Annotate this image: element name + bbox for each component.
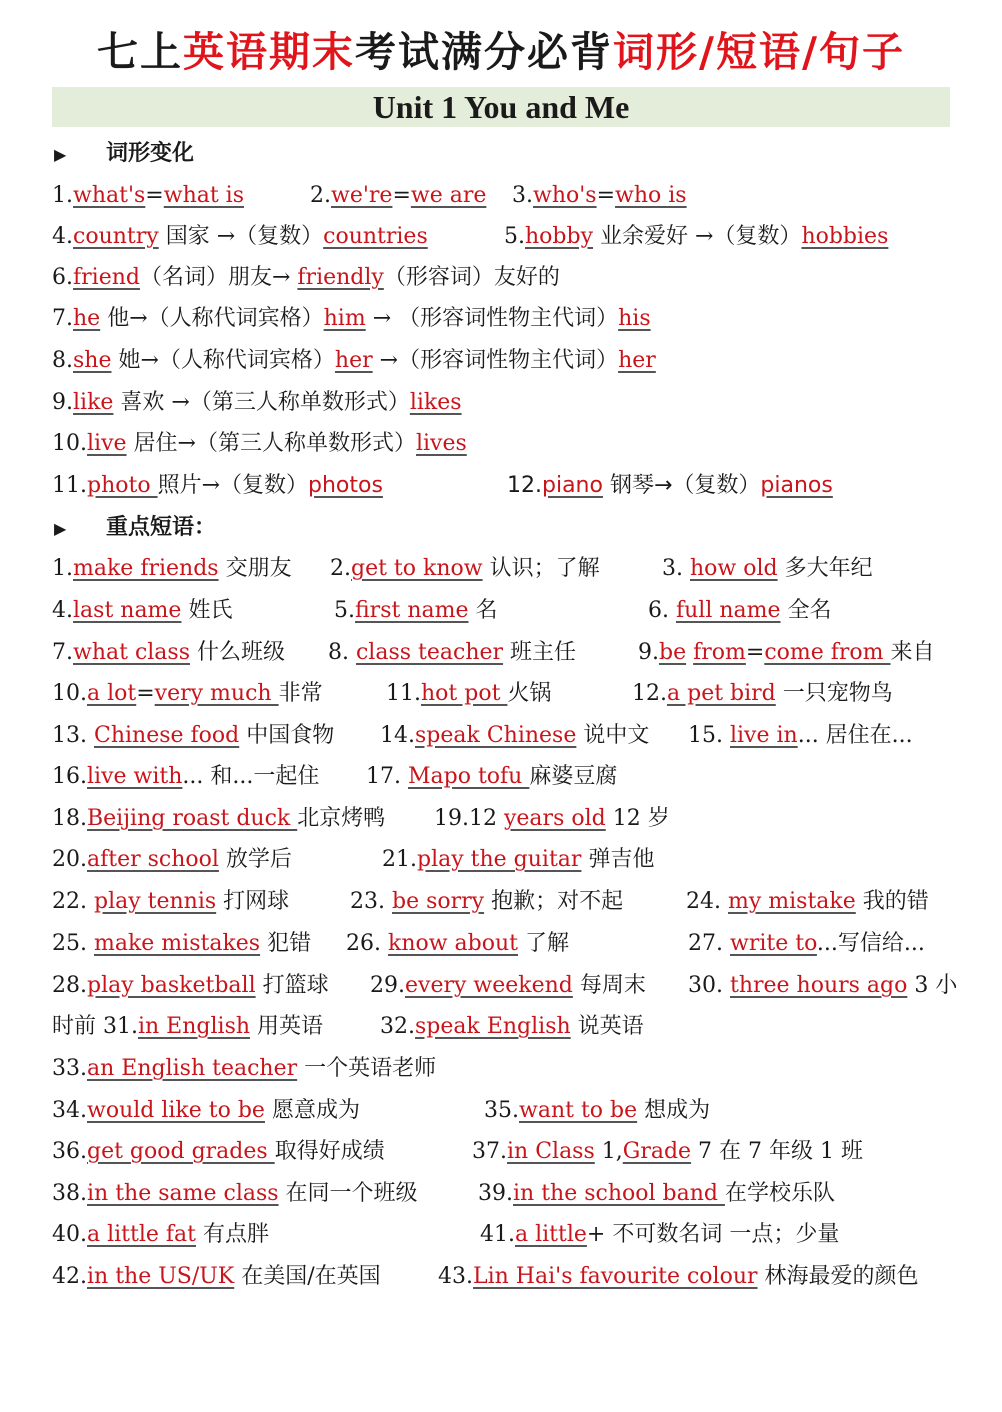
text-fragment: 弹吉他 — [581, 847, 655, 872]
text-fragment: 43. — [438, 1264, 473, 1289]
answer-text: years old — [503, 806, 606, 831]
text-fragment: 时前 31. — [52, 1014, 138, 1039]
entry — [52, 220, 428, 254]
text-fragment: 10. — [52, 681, 87, 706]
text-fragment: 打篮球 — [255, 973, 329, 998]
answer-text: Lin Hai's favourite colour — [473, 1264, 758, 1289]
text-fragment: 说英语 — [570, 1014, 644, 1039]
text-fragment: 37. — [472, 1139, 507, 1164]
entry — [688, 719, 913, 753]
answer-text: play the guitar — [417, 847, 582, 872]
text-fragment: 4. — [52, 598, 73, 623]
text-fragment: 想成为 — [637, 1098, 711, 1123]
answer-text: speak English — [415, 1014, 571, 1039]
answer-text: get to know — [351, 556, 483, 581]
answer-text: her — [618, 348, 656, 373]
entry — [478, 1177, 835, 1211]
text-fragment: 交朋友 — [218, 556, 292, 581]
text-fragment: ...写信给... — [816, 931, 925, 956]
entry — [380, 719, 649, 753]
text-fragment: 6. — [648, 598, 676, 623]
answer-text: my mistake — [727, 889, 856, 914]
entry — [370, 969, 646, 1003]
section-word-forms — [54, 139, 194, 169]
entry — [386, 677, 551, 711]
entry — [638, 636, 935, 670]
entry — [52, 760, 319, 794]
text-fragment: 24. — [686, 889, 728, 914]
text-fragment: 我的错 — [855, 889, 929, 914]
text-fragment: 17. — [366, 764, 408, 789]
answer-text: live in — [729, 723, 798, 748]
answer-text: get good grades — [87, 1139, 275, 1164]
answer-text: would like to be — [87, 1098, 265, 1123]
text-fragment: ... 和...一起住 — [182, 764, 320, 789]
entry — [52, 1010, 323, 1044]
answer-text: friendly — [297, 265, 384, 290]
text-fragment: 20. — [52, 847, 87, 872]
answer-text: countries — [323, 224, 428, 249]
section-label: 词形变化 — [106, 141, 195, 166]
text-fragment: 8. — [52, 348, 73, 373]
entry — [512, 179, 687, 213]
entry — [688, 927, 925, 961]
text-fragment: 36. — [52, 1139, 87, 1164]
entry — [484, 1094, 710, 1128]
title-part-3: 考试满分必背 — [355, 28, 614, 76]
text-fragment: 在同一个班级 — [278, 1181, 418, 1206]
text-fragment: 18. — [52, 806, 87, 831]
text-fragment: 有点胖 — [196, 1222, 270, 1247]
text-fragment: 26. — [346, 931, 388, 956]
text-fragment: 2. — [310, 183, 331, 208]
answer-text: first name — [355, 598, 469, 623]
entry — [310, 179, 486, 213]
entry — [52, 969, 329, 1003]
text-fragment: 1. — [52, 556, 73, 581]
answer-text: class teacher — [355, 640, 504, 665]
text-fragment: 她→（人称代词宾格） — [111, 348, 335, 373]
entry — [52, 427, 467, 461]
answer-text: in the same class — [87, 1181, 279, 1206]
answer-text: play basketball — [87, 973, 256, 998]
entry — [52, 802, 385, 836]
text-fragment: 12. — [632, 681, 667, 706]
text-fragment: 说中文 — [576, 723, 650, 748]
answer-text: be sorry — [391, 889, 485, 914]
triangle-bullet-icon: ▶ — [54, 145, 67, 164]
text-fragment: 25. — [52, 931, 94, 956]
answer-text: a pet bird — [667, 681, 776, 706]
text-fragment: 3. — [662, 556, 690, 581]
text-fragment: 北京烤鸭 — [297, 806, 386, 831]
text-fragment: 19.12 — [434, 806, 504, 831]
answer-text: come from — [764, 640, 891, 665]
text-fragment: 愿意成为 — [264, 1098, 360, 1123]
answer-text: know about — [387, 931, 519, 956]
answer-text: every weekend — [405, 973, 573, 998]
answer-text: Grade — [622, 1139, 692, 1164]
text-fragment: → （形容词性物主代词） — [365, 306, 619, 331]
entry — [52, 927, 311, 961]
text-fragment: 什么班级 — [190, 640, 286, 665]
text-fragment: 6. — [52, 265, 73, 290]
text-fragment: 4. — [52, 224, 73, 249]
text-fragment: 放学后 — [218, 847, 292, 872]
entry — [346, 927, 569, 961]
text-fragment: 12 岁 — [605, 806, 670, 831]
entry — [688, 969, 957, 1003]
text-fragment: 41. — [480, 1222, 515, 1247]
text-fragment: 林海最爱的颜色 — [757, 1264, 919, 1289]
text-fragment: 来自 — [890, 640, 935, 665]
answer-text: her — [334, 348, 373, 373]
entry — [648, 594, 832, 628]
text-fragment: 39. — [478, 1181, 513, 1206]
answer-text: last name — [73, 598, 182, 623]
text-fragment: ... 居住在... — [797, 723, 913, 748]
text-fragment: 21. — [382, 847, 417, 872]
text-fragment: 了解 — [518, 931, 570, 956]
answer-text: play tennis — [93, 889, 217, 914]
answer-text: what's — [73, 183, 146, 208]
text-fragment: 7. — [52, 640, 73, 665]
text-fragment: 5. — [334, 598, 355, 623]
section-phrases — [54, 513, 216, 543]
entry — [52, 469, 383, 503]
entry — [434, 802, 670, 836]
answer-text: write to — [729, 931, 817, 956]
entry — [52, 677, 323, 711]
answer-text: in the school band — [513, 1181, 725, 1206]
answer-text: three hours ago — [729, 973, 908, 998]
answer-text: his — [618, 306, 651, 331]
answer-text: what is — [163, 183, 245, 208]
entry — [438, 1260, 919, 1294]
text-fragment: 犯错 — [260, 931, 312, 956]
entry — [52, 885, 289, 919]
answer-text: piano — [542, 473, 603, 498]
entry — [380, 1010, 644, 1044]
text-fragment: 7 在 7 年级 1 班 — [691, 1139, 864, 1164]
answer-text: speak Chinese — [415, 723, 577, 748]
text-fragment: 22. — [52, 889, 94, 914]
text-fragment: 非常 — [278, 681, 323, 706]
answer-text: what class — [73, 640, 191, 665]
answer-text: hobby — [525, 224, 594, 249]
text-fragment: 30. — [688, 973, 730, 998]
text-fragment: 42. — [52, 1264, 87, 1289]
answer-text: likes — [409, 390, 462, 415]
text-fragment: 在学校乐队 — [724, 1181, 835, 1206]
text-fragment: 8. — [328, 640, 356, 665]
text-fragment: = — [596, 183, 616, 208]
text-fragment: 23. — [350, 889, 392, 914]
entry — [52, 261, 560, 295]
text-fragment: = — [392, 183, 411, 208]
text-fragment: 照片→（复数） — [157, 473, 309, 498]
text-fragment: 钢琴→（复数） — [602, 473, 761, 498]
text-fragment: 姓氏 — [181, 598, 233, 623]
entry — [52, 386, 462, 420]
answer-text: Mapo tofu — [407, 764, 530, 789]
text-fragment: + 不可数名词 一点；少量 — [586, 1222, 840, 1247]
text-fragment: 居住→（第三人称单数形式） — [126, 431, 416, 456]
triangle-bullet-icon: ▶ — [54, 519, 67, 538]
text-fragment: 2. — [330, 556, 351, 581]
entry — [52, 1260, 381, 1294]
entry — [328, 636, 576, 670]
answer-text: live with — [87, 764, 183, 789]
text-fragment: 1, — [594, 1139, 623, 1164]
answer-text: an English teacher — [87, 1056, 298, 1081]
answer-text: a little fat — [87, 1222, 197, 1247]
answer-text: a little — [515, 1222, 587, 1247]
answer-text: photos — [308, 473, 383, 498]
entry — [334, 594, 497, 628]
text-fragment: = — [145, 183, 164, 208]
unit-heading: Unit 1 You and Me — [52, 87, 950, 127]
text-fragment: 38. — [52, 1181, 87, 1206]
answer-text: how old — [689, 556, 778, 581]
text-fragment: （形容词）友好的 — [383, 265, 560, 290]
answer-text: in Class — [507, 1139, 595, 1164]
text-fragment: 火锅 — [507, 681, 552, 706]
answer-text: pianos — [760, 473, 833, 498]
answer-text: lives — [415, 431, 467, 456]
text-fragment: 每周末 — [572, 973, 646, 998]
text-fragment: 33. — [52, 1056, 87, 1081]
text-fragment: 麻婆豆腐 — [529, 764, 618, 789]
text-fragment: 3. — [512, 183, 533, 208]
entry — [52, 843, 292, 877]
entry — [52, 594, 232, 628]
entry — [507, 469, 833, 503]
text-fragment: 32. — [380, 1014, 415, 1039]
answer-text: photo — [87, 473, 158, 498]
text-fragment: 5. — [504, 224, 525, 249]
answer-text: he — [73, 306, 101, 331]
text-fragment: 9. — [638, 640, 659, 665]
entry — [52, 552, 292, 586]
answer-text: live — [87, 431, 127, 456]
text-fragment: 班主任 — [503, 640, 577, 665]
title-part-4: 词形/短语/句子 — [613, 28, 905, 76]
page-title — [0, 22, 1002, 82]
answer-text: hobbies — [801, 224, 889, 249]
text-fragment: 他→（人称代词宾格） — [100, 306, 324, 331]
text-fragment: 喜欢 →（第三人称单数形式） — [113, 390, 410, 415]
entry — [350, 885, 623, 919]
answer-text: a lot — [87, 681, 137, 706]
answer-text: from — [693, 640, 746, 665]
text-fragment: 业余爱好 →（复数） — [593, 224, 802, 249]
text-fragment: 34. — [52, 1098, 87, 1123]
text-fragment: 13. — [52, 723, 94, 748]
answer-text: like — [73, 390, 114, 415]
title-part-2: 英语期末 — [183, 28, 356, 76]
answer-text: in the US/UK — [87, 1264, 235, 1289]
text-fragment: = — [136, 681, 155, 706]
section-label: 重点短语： — [106, 515, 217, 540]
text-fragment: 多大年纪 — [777, 556, 873, 581]
text-fragment: 7. — [52, 306, 73, 331]
text-fragment: （名词）朋友→ — [139, 265, 298, 290]
entry — [366, 760, 617, 794]
title-part-1: 七上 — [97, 28, 184, 76]
entry — [52, 344, 656, 378]
entry — [52, 1052, 436, 1086]
text-fragment: 抱歉；对不起 — [484, 889, 624, 914]
text-fragment: 14. — [380, 723, 415, 748]
entry — [52, 1094, 360, 1128]
answer-text: hot pot — [421, 681, 508, 706]
text-fragment: 国家 →（复数） — [158, 224, 324, 249]
text-fragment: 中国食物 — [239, 723, 335, 748]
entry — [480, 1218, 839, 1252]
entry — [52, 1135, 385, 1169]
text-fragment: 一只宠物鸟 — [775, 681, 893, 706]
answer-text: who is — [615, 183, 687, 208]
text-fragment: 11. — [52, 473, 87, 498]
text-fragment: 名 — [468, 598, 498, 623]
entry — [382, 843, 654, 877]
entry — [686, 885, 929, 919]
answer-text: him — [323, 306, 366, 331]
text-fragment: 16. — [52, 764, 87, 789]
text-fragment: 全名 — [780, 598, 832, 623]
text-fragment: 1. — [52, 183, 73, 208]
text-fragment: 一个英语老师 — [297, 1056, 437, 1081]
text-fragment: →（形容词性物主代词） — [372, 348, 619, 373]
text-fragment: 40. — [52, 1222, 87, 1247]
answer-text: in English — [137, 1014, 251, 1039]
text-fragment: 11. — [386, 681, 421, 706]
entry — [52, 636, 285, 670]
text-fragment: 打网球 — [216, 889, 290, 914]
text-fragment: 15. — [688, 723, 730, 748]
text-fragment: 取得好成绩 — [274, 1139, 385, 1164]
entry — [52, 1177, 418, 1211]
text-fragment: 9. — [52, 390, 73, 415]
entry — [632, 677, 893, 711]
entry — [472, 1135, 863, 1169]
answer-text: full name — [675, 598, 781, 623]
entry — [52, 719, 334, 753]
text-fragment: 认识；了解 — [482, 556, 600, 581]
answer-text: after school — [87, 847, 219, 872]
text-fragment: = — [745, 640, 765, 665]
entry — [52, 179, 244, 213]
text-fragment: 10. — [52, 431, 87, 456]
entry — [504, 220, 888, 254]
entry — [330, 552, 600, 586]
answer-text: who's — [533, 183, 597, 208]
entry — [662, 552, 873, 586]
answer-text: we're — [331, 183, 393, 208]
text-fragment: 28. — [52, 973, 87, 998]
answer-text: Beijing roast duck — [87, 806, 298, 831]
answer-text: country — [73, 224, 159, 249]
entry — [52, 1218, 269, 1252]
answer-text: very much — [154, 681, 279, 706]
text-fragment: 用英语 — [250, 1014, 324, 1039]
entry — [52, 302, 651, 336]
text-fragment: 在美国/在英国 — [234, 1264, 381, 1289]
answer-text: Chinese food — [93, 723, 240, 748]
text-fragment: 35. — [484, 1098, 519, 1123]
answer-text: she — [73, 348, 112, 373]
answer-text: friend — [73, 265, 140, 290]
answer-text: be — [659, 640, 687, 665]
answer-text: make mistakes — [93, 931, 261, 956]
text-fragment: 29. — [370, 973, 405, 998]
answer-text: want to be — [519, 1098, 638, 1123]
text-fragment: 3 小 — [907, 973, 958, 998]
answer-text: make friends — [73, 556, 219, 581]
text-fragment: 27. — [688, 931, 730, 956]
answer-text: we are — [410, 183, 487, 208]
text-fragment: 12. — [507, 473, 542, 498]
